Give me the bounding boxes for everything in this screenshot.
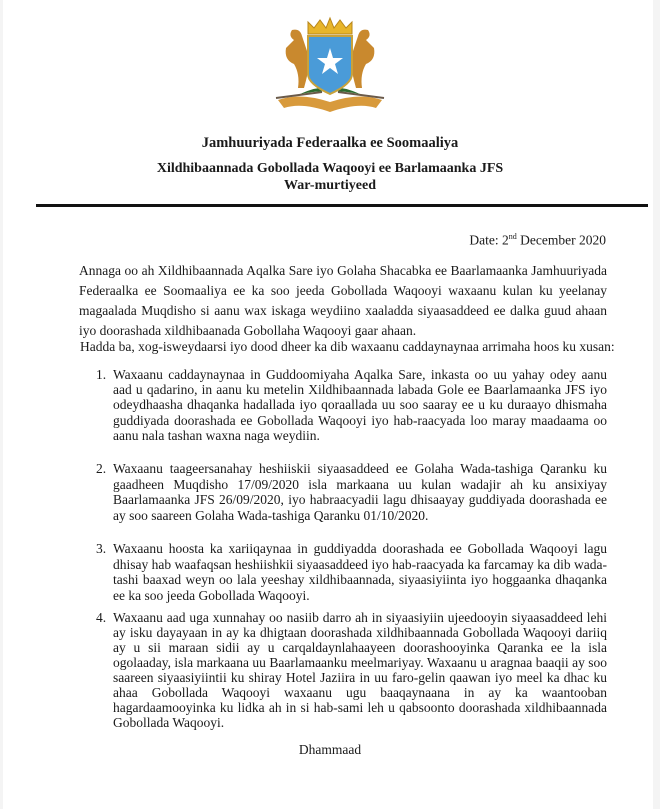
right-leopard bbox=[350, 30, 374, 88]
date-rest: December 2020 bbox=[516, 232, 606, 248]
ribbon bbox=[278, 96, 382, 112]
issuer-subtitle: Xildhibaannada Gobollada Waqooyi ee Barlamaanka JFS bbox=[156, 161, 504, 176]
list-number: 4. bbox=[96, 610, 107, 625]
list-text: Waxaanu aad uga xunnahay oo nasiib darro ah in siyaasiyiin ujeedooyin siyaasaddeed lehi ay isku dayayaan in ay ka dhigtaan doorashada xildhibaannada Gobollada Waqooyi dariiq ay u sii maraan sidii ay u carqaldaynlahaayeen doorashooyinka Qaranka ee la isla ogolaaday, isla markaana uu Baarlamaanku meelmariyay. Waxaanu u aragnaa baaqii ay soo saareen siyaasiyiintii ku shiray Hotel Jaziira in uu faro-gelin qaawan iyo meel ka dhac ku ahaa Gobollada Waqooyi waxaanu ugu baaqaynaana in ay ka waantooban hagardaamooyinka ku lidka ah in si hab-sami leh u qabsoonto doorashada xildhibaannada Gobollada Waqooyi. bbox=[113, 610, 607, 730]
date-label: Date: 2 bbox=[469, 232, 509, 248]
header-divider bbox=[36, 204, 648, 207]
government-title: Jamhuuriyada Federaalka ee Soomaaliya bbox=[201, 135, 459, 151]
list-number: 1. bbox=[96, 367, 107, 382]
list-number: 3. bbox=[96, 541, 107, 556]
crown bbox=[308, 18, 352, 34]
intro-paragraph: Annaga oo ah Xildhibaannada Aqalka Sare iyo Golaha Shacabka ee Baarlamaanka Jamhuuriyada Federaalka ee Soomaaliya ee ka soo jeeda Gobollada Waqooyi waxaanu kulan ku yeelanay magaalada Muqdisho si aanu wax iskaga weydiino xaaladda siyaasaddeed ee dalka guud ahaan iyo doorashada xildhibaanada Gobollaha Waqooyi gaar ahaan. bbox=[79, 263, 607, 338]
left-leopard bbox=[286, 30, 310, 88]
coat-of-arms-emblem bbox=[270, 8, 390, 120]
document-header bbox=[0, 160, 660, 194]
lead-sentence: Hadda ba, xog-isweydaarsi iyo dood dheer ka dib waxaanu caddaynaynaa arrimaha hoos ku xusan: bbox=[80, 339, 615, 354]
list-number: 2. bbox=[96, 461, 107, 476]
document-date bbox=[469, 232, 606, 249]
list-item bbox=[96, 461, 607, 523]
list-text: Waxaanu hoosta ka xariiqaynaa in guddiyadda doorashada ee Gobollada Waqooyi lagu dhisay hab waafaqsan heshiishkii siyaasaddeed iyo hab-raacyada ka farcamay ka dib wada-tashi baaxad weyn oo lala yeeshay xildhibaannada, siyaasiyiinta iyo hoggaanka dhaqanka ee ka soo jeeda Gobollada Waqooyi. bbox=[113, 541, 607, 603]
date-ordinal: nd bbox=[508, 232, 517, 241]
document-type: War-murtiyeed bbox=[283, 178, 376, 193]
list-text: Waxaanu taageersanahay heshiiskii siyaasaddeed ee Golaha Wada-tashiga Qaranku ku gaadheen Muqdisho 17/09/2020 isla markaana uu kulan wadajir ah ku ansixiyay Baarlamaanka JFS 26/09/2020, iyo habraacyadii lagu dhisaayay guddiyada doorashada ee ay soo saareen Golaha Wada-tashiga Qaranku 01/10/2020. bbox=[113, 461, 607, 523]
list-item bbox=[96, 541, 607, 603]
list-item bbox=[96, 367, 607, 443]
closing-word: Dhammaad bbox=[298, 742, 362, 757]
list-text: Waxaanu caddaynaynaa in Guddoomiyaha Aqalka Sare, inkasta oo uu yahay odey aanu aad u qadarino, in aanu ku metelin Xildhibaannada labada Gole ee Baarlamaanka JFS iyo odeydhaasha dhaqanka hadallada iyo qoraallada uu soo saaray ee u ku duraayo dhismaha guddiyada doorashada ee Gobollada Waqooyi iyo hab-raacyada loo maray maadaama oo aanu nala tashan waxna naga weydiin. bbox=[113, 367, 607, 443]
list-item bbox=[96, 610, 607, 730]
